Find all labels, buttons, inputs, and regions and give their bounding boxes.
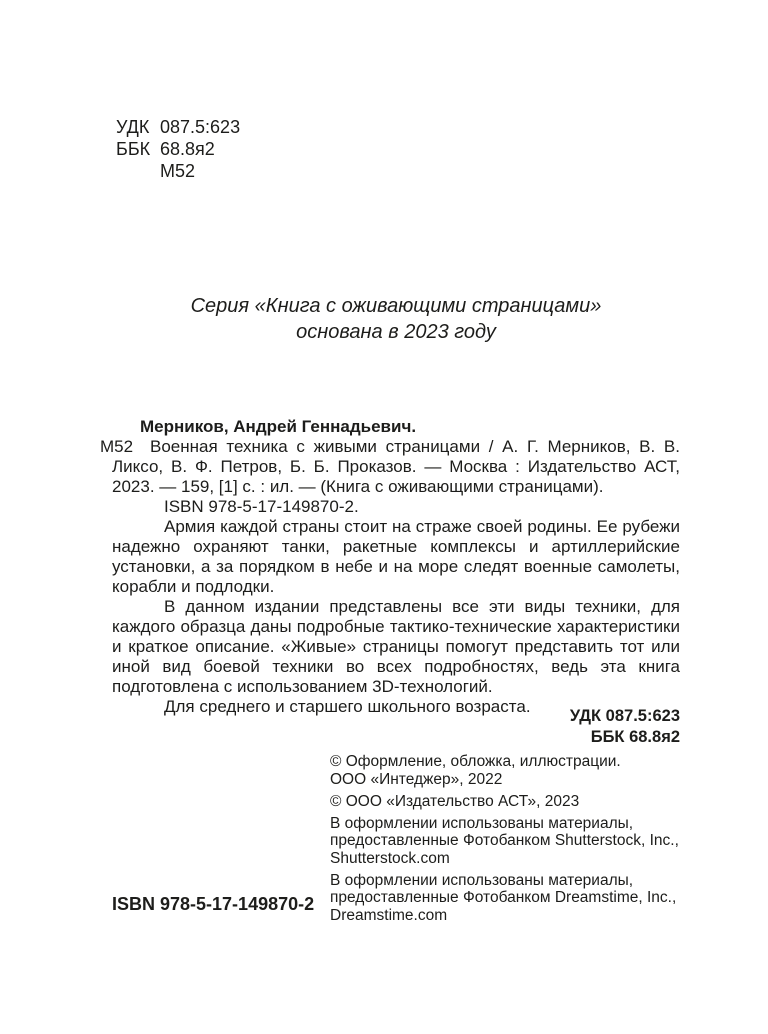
copyright-dreamstime-line2: предоставленные Фотобанком Dreamstime, Inc.,	[330, 889, 677, 906]
bbk-label: ББК	[116, 139, 151, 159]
annotation-paragraph-1: Армия каждой страны стоит на страже своей родины. Ее рубежи надежно охраняют танки, ракетные комплексы и артиллерийские установки, а за порядком в небе и на море следят военные самолеты, корабли и подлодки.	[112, 517, 680, 596]
udk-value: 087.5:623	[160, 117, 241, 137]
udk-row	[116, 116, 240, 138]
catalog-and-annotation	[100, 417, 680, 717]
bibliographic-description: Военная техника с живыми страницами / А. Г. Мерников, В. В. Ликсо, В. Ф. Петров, Б. Б. Проказов. — Москва : Издательство АСТ, 2023. — 159, [1] с. : ил. — (Книга с оживающими страницами).	[112, 437, 680, 496]
copyright-dreamstime-line3: Dreamstime.com	[330, 906, 448, 924]
bibliographic-entry	[100, 437, 680, 497]
author-sign-spacer	[116, 160, 160, 182]
author-sign-row	[116, 160, 240, 182]
copyright-design	[330, 753, 700, 788]
classification-right-block	[112, 706, 680, 748]
copyright-dreamstime-line1: В оформлении использованы материалы,	[330, 871, 634, 889]
bbk-row	[116, 138, 240, 160]
copyright-design-line1: © Оформление, обложка, иллюстрации.	[330, 753, 621, 770]
classification-top-block	[116, 116, 240, 182]
author-sign-entry: М52	[100, 437, 134, 456]
copyright-publisher	[330, 793, 700, 811]
copyright-shutterstock	[330, 815, 700, 868]
isbn-catalog-line: ISBN 978-5-17-149870-2.	[164, 497, 359, 516]
isbn-bottom: ISBN 978-5-17-149870-2	[112, 894, 315, 914]
author-heading: Мерников, Андрей Геннадьевич.	[140, 417, 417, 436]
copyright-shutterstock-line2: предоставленные Фотобанком Shutterstock, Inc.,	[330, 832, 679, 849]
annotation-paragraph-2: В данном издании представлены все эти виды техники, для каждого образца даны подробные тактико-технические характеристики и краткое описание. «Живые» страницы помогут представить тот или иной вид боевой техники во всех подробностях, ведь эта книга подготовлена с использованием 3D-технологий.	[112, 597, 680, 696]
udk-label: УДК	[116, 117, 150, 137]
copyright-publisher-line1: © ООО «Издательство АСТ», 2023	[330, 792, 580, 810]
copyright-shutterstock-line1: В оформлении использованы материалы,	[330, 814, 634, 832]
bbk-value: 68.8я2	[160, 139, 215, 159]
bbk-right: ББК 68.8я2	[590, 728, 680, 746]
copyright-block	[330, 753, 700, 929]
series-note	[112, 293, 680, 345]
copyright-dreamstime	[330, 872, 700, 925]
author-sign-top: М52	[160, 161, 196, 181]
copyright-design-line2: ООО «Интеджер», 2022	[330, 770, 503, 788]
series-note-line2: основана в 2023 году	[296, 321, 496, 343]
copyright-shutterstock-line3: Shutterstock.com	[330, 849, 450, 867]
udk-right: УДК 087.5:623	[569, 707, 680, 725]
audience-note: Для среднего и старшего школьного возраста.	[164, 697, 531, 716]
series-note-line1: Серия «Книга с оживающими страницами»	[190, 295, 602, 317]
